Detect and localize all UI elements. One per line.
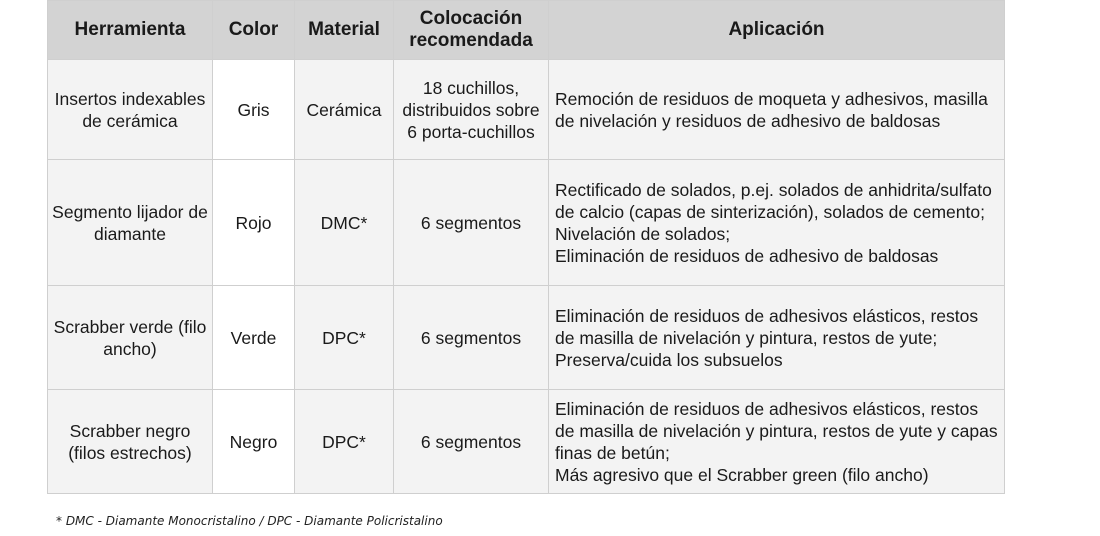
tools-table [47, 0, 1005, 494]
cell-material: DPC* [295, 286, 394, 390]
cell-tool: Scrabber negro (filos estrechos) [48, 390, 213, 494]
header-material: Material [295, 1, 394, 60]
cell-color: Rojo [213, 160, 295, 286]
cell-material: DPC* [295, 390, 394, 494]
table-row [48, 286, 1005, 390]
cell-color: Negro [213, 390, 295, 494]
header-color: Color [213, 1, 295, 60]
header-tool: Herramienta [48, 1, 213, 60]
table-row [48, 60, 1005, 160]
cell-application: Eliminación de residuos de adhesivos elásticos, restos de masilla de nivelación y pintura, restos de yute y capas finas de betún; Más agresivo que el Scrabber green (filo ancho) [549, 390, 1005, 494]
cell-tool: Insertos indexables de cerámica [48, 60, 213, 160]
cell-material: DMC* [295, 160, 394, 286]
cell-placement: 18 cuchillos, distribuidos sobre 6 porta-cuchillos [394, 60, 549, 160]
footnote: * DMC - Diamante Monocristalino / DPC - Diamante Policristalino [56, 514, 443, 528]
cell-material: Cerámica [295, 60, 394, 160]
cell-placement: 6 segmentos [394, 160, 549, 286]
table-row [48, 390, 1005, 494]
table-header-row [48, 1, 1005, 60]
cell-tool: Segmento lijador de diamante [48, 160, 213, 286]
table-row [48, 160, 1005, 286]
cell-application: Remoción de residuos de moqueta y adhesivos, masilla de nivelación y residuos de adhesivo de baldosas [549, 60, 1005, 160]
header-placement: Colocación recomendada [394, 1, 549, 60]
cell-placement: 6 segmentos [394, 286, 549, 390]
cell-placement: 6 segmentos [394, 390, 549, 494]
cell-application: Rectificado de solados, p.ej. solados de anhidrita/sulfato de calcio (capas de sinterización), solados de cemento; Nivelación de solados; Eliminación de residuos de adhesivo de baldosas [549, 160, 1005, 286]
cell-application: Eliminación de residuos de adhesivos elásticos, restos de masilla de nivelación y pintura, restos de yute; Preserva/cuida los subsuelos [549, 286, 1005, 390]
cell-color: Gris [213, 60, 295, 160]
cell-tool: Scrabber verde (filo ancho) [48, 286, 213, 390]
header-application: Aplicación [549, 1, 1005, 60]
cell-color: Verde [213, 286, 295, 390]
